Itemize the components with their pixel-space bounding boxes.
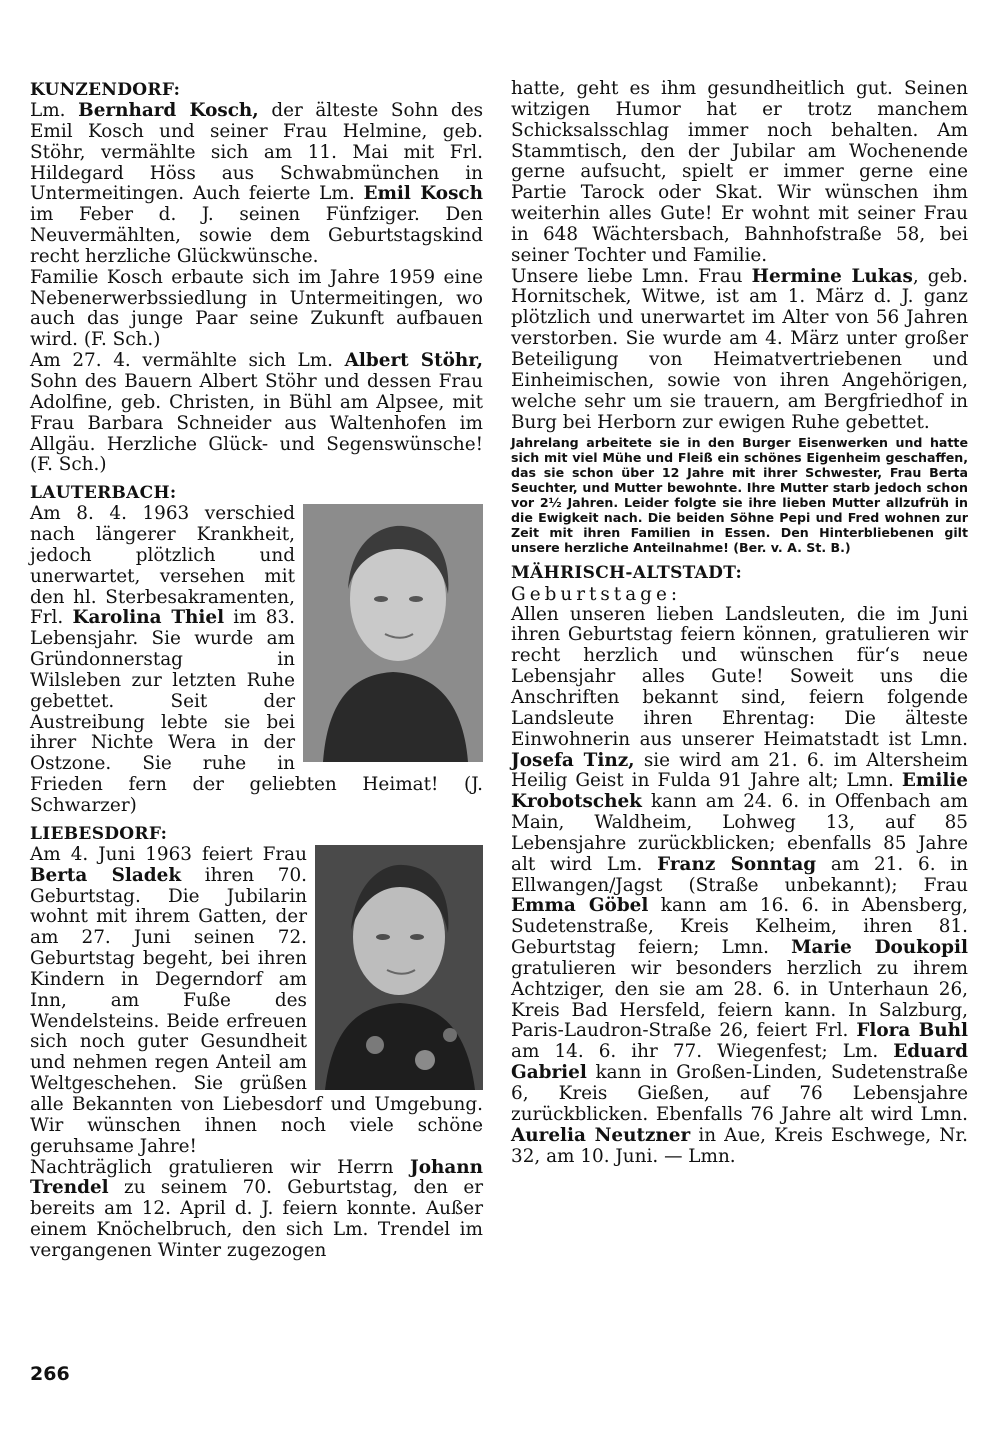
lauterbach-paragraph-1: Am 8. 4. 1963 verschied nach längerer Krankheit, jedoch plötzlich und unerwartet, versehen mit den hl. Sterbesakramenten, Frl. Karolina Thiel im 83. Lebensjahr. Sie wurde am Gründonnerstag in Wilsleben zur letzten Ruhe gebettet. Seit der Austreibung lebte sie bei ihrer Nichte Wera in der Ostzone. Sie ruhe in Frieden fern der geliebten Heimat! (J. Schwarzer) bbox=[30, 503, 483, 816]
continuation-paragraph-1: hatte, geht es ihm gesundheitlich gut. Seinen witzigen Humor hat er trotz manchem Schicksalsschlag immer noch behalten. Am Stammtisch, den der Jubilar am Wochenende gerne aufsucht, spielt er immer gerne eine Partie Tarock oder Skat. Wir wünschen ihm weiterhin alles Gute! Er wohnt mit seiner Frau in 648 Wächtersbach, Bahnhofstraße 58, bei seiner Tochter und Familie. bbox=[511, 78, 968, 266]
heading-liebesdorf: LIEBESDORF: bbox=[30, 823, 168, 844]
kunzendorf-paragraph-2: Familie Kosch erbaute sich im Jahre 1959 eine Nebenerwerbssiedlung in Untermeitingen, wo auch das junge Paar seine Zukunft aufbauen wird. (F. Sch.) bbox=[30, 266, 483, 351]
heading-maehrisch-altstadt: MÄHRISCH-ALTSTADT: bbox=[511, 562, 743, 583]
page-number: 266 bbox=[30, 1363, 70, 1385]
kunzendorf-paragraph-3: Am 27. 4. vermählte sich Lm. Albert Stöhr, Sohn des Bauern Albert Stöhr und dessen Frau Adolfine, geb. Christen, in Bühl am Alpsee, mit Frau Barbara Schneider aus Waltenhofen im Allgäu. Herzliche Glück- und Segenswünsche! (F. Sch.) bbox=[30, 350, 483, 476]
portrait-image bbox=[315, 845, 483, 1090]
portrait-photo-karolina-thiel bbox=[303, 504, 483, 762]
portrait-image bbox=[303, 504, 483, 762]
liebesdorf-paragraph-1: Am 4. Juni 1963 feiert Frau Berta Sladek ihren 70. Geburtstag. Die Jubilarin wohnt mit ihrem Gatten, der am 27. Juni seinen 72. Geburtstag begeht, bei ihren Kindern in Degerndorf am Inn, am Fuße des Wendelsteins. Beide erfreuen sich noch guter Gesundheit und nehmen regen Anteil am Weltgeschehen. Sie grüßen alle Bekannten von Liebesdorf und Umgebung. Wir wünschen ihnen noch viele schöne geruhsame Jahre! bbox=[30, 843, 483, 1157]
continuation-paragraph-3: Jahrelang arbeitete sie in den Burger Eisenwerken und hatte sich mit viel Mühe und Fleiß ein schönes Eigenheim geschaffen, das sie schon über 12 Jahre mit ihrer Schwester, Frau Berta Seuchter, und Mutter bewohnte. Ihre Mutter starb jedoch schon vor 2½ Jahren. Leider folgte sie ihre lieben Mutter allzufrüh in die Ewigkeit nach. Die beiden Söhne Pepi und Fred wohnen zur Zeit mit ihren Familien in Essen. Den Hinterbliebenen gilt unsere herzliche Anteilnahme! (Ber. v. A. St. B.) bbox=[511, 435, 968, 555]
continuation-paragraph-2: Unsere liebe Lmn. Frau Hermine Lukas, geb. Hornitschek, Witwe, ist am 1. März d. J. ganz plötzlich und unerwartet im Alter von 56 Jahren verstorben. Sie wurde am 4. März unter großer Beteiligung von Heimatvertriebenen und Einheimischen, sowie von ihren Angehörigen, welche sehr um sie trauern, am Bergfriedhof in Burg bei Herborn zur ewigen Ruhe gebettet. bbox=[511, 265, 968, 433]
liebesdorf-paragraph-2: Nachträglich gratulieren wir Herrn Johann Trendel zu seinem 70. Geburtstag, den er bereits am 12. April d. J. feiern konnte. Außer einem Knöchelbruch, den sich Lm. Trendel im vergangenen Winter zugezogen bbox=[30, 1156, 483, 1261]
maehrisch-altstadt-paragraph-1: Allen unseren lieben Landsleuten, die im Juni ihren Geburtstag feiern können, gratulieren wir recht herzlich und wünschen für‘s neue Lebensjahr alles Gute! Soweit uns die Anschriften bekannt sind, feiern folgende Landsleute ihren Ehrentag: Die älteste Einwohnerin aus unserer Heimatstadt ist Lmn. Josefa Tinz, sie wird am 21. 6. im Altersheim Heilig Geist in Fulda 91 Jahre alt; Lmn. Emilie Krobotschek kann am 24. 6. in Offenbach am Main, Waldheim, Lohweg 13, auf 85 Lebensjahre zurückblicken; ebenfalls 85 Jahre alt wird Lm. Franz Sonntag am 21. 6. in Ellwangen/Jagst (Straße unbekannt); Frau Emma Göbel kann am 16. 6. in Abensberg, Sudetenstraße, Kreis Kelheim, ihren 81. Geburtstag feiern; Lmn. Marie Doukopil gratulieren wir besonders herzlich zu ihrem Achtziger, den sie am 28. 6. in Unterhaun 26, Kreis Bad Hersfeld, feiern kann. In Salzburg, Paris-Laudron-Straße 26, feiert Frl. Flora Buhl am 14. 6. ihr 77. Wiegenfest; Lm. Eduard Gabriel kann in Großen-Linden, Sudetenstraße 6, Kreis Gießen, auf 76 Lebensjahre zurückblicken. Ebenfalls 76 Jahre alt wird Lmn. Aurelia Neutzner in Aue, Kreis Eschwege, Nr. 32, am 10. Juni. — Lmn. bbox=[511, 603, 969, 1167]
kunzendorf-paragraph-1: Lm. Bernhard Kosch, der älteste Sohn des Emil Kosch und seiner Frau Helmine, geb. Stöhr, vermählte sich am 11. Mai mit Frl. Hildegard Höss aus Schwabmünchen in Untermeitingen. Auch feierte Lm. Emil Kosch im Feber d. J. seinen Fünfziger. Den Neuvermählten, sowie dem Geburtstagskind recht herzliche Glückwünsche. bbox=[30, 100, 484, 267]
portrait-photo-berta-sladek bbox=[315, 845, 483, 1090]
subheading-geburtstage: Geburtstage: bbox=[511, 583, 682, 605]
right-column bbox=[511, 79, 968, 1167]
heading-kunzendorf: KUNZENDORF: bbox=[30, 80, 181, 100]
left-column bbox=[30, 79, 483, 1262]
heading-lauterbach: LAUTERBACH: bbox=[30, 483, 177, 504]
